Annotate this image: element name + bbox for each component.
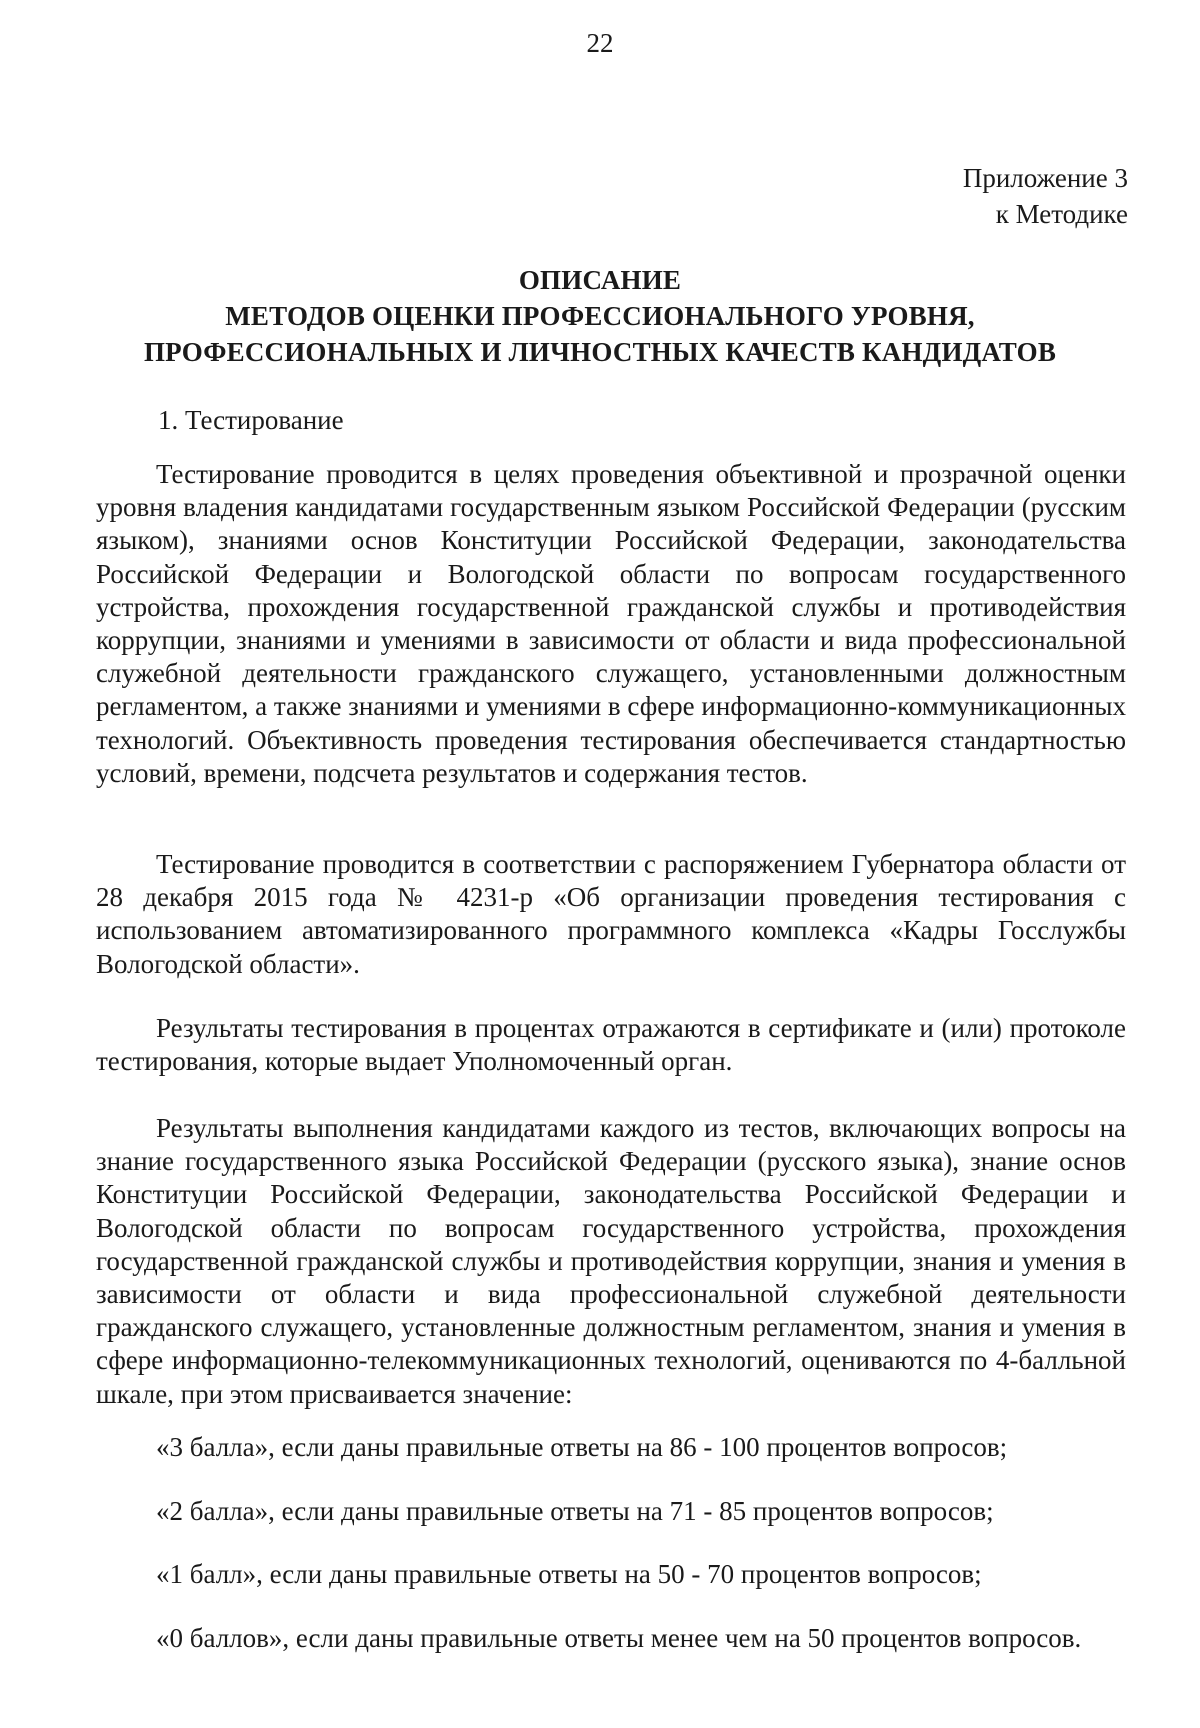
title-line: ОПИСАНИЕ (518, 265, 682, 295)
paragraph: Тестирование проводится в соответствии с распоряжением Губернатора области от 28 декабря 2015 года № 4231-р «Об организации проведения тестирования с использованием автоматизированного программного комплекса «Кадры Госслужбы Вологодской области». (96, 849, 1126, 979)
appendix-line: к Методике (995, 199, 1128, 229)
paragraph: Тестирование проводится в целях проведения объективной и прозрачной оценки уровня владения кандидатами государственным языком Российской Федерации (русским языком), знаниями основ Конституции Российской Федерации, законодательства Российской Федерации и Вологодской области по вопросам государственного устройства, прохождения государственной гражданской службы и противодействия коррупции, знаниями и умениями в зависимости от области и вида профессиональной служебной деятельности гражданского служащего, установленными должностным регламентом, а также знаниями и умениями в сфере информационно-коммуникационных технологий. Объективность проведения тестирования обеспечивается стандартностью условий, времени, подсчета результатов и содержания тестов. (96, 459, 1127, 788)
appendix-line: Приложение 3 (962, 163, 1128, 193)
page-number: 22 (586, 28, 614, 58)
appendix-reference (963, 160, 1128, 232)
section-heading: 1. Тестирование (158, 405, 344, 435)
paragraph: Результаты выполнения кандидатами каждого из тестов, включающих вопросы на знание государственного языка Российской Федерации (русского языка), знание основ Конституции Российской Федерации, законодательства Российской Федерации и Вологодской области по вопросам государственного устройства, прохождения государственной гражданской службы и противодействия коррупции, знания и умения в зависимости от области и вида профессиональной служебной деятельности гражданского служащего, установленные должностным регламентом, знания и умения в сфере информационно-телекоммуникационных технологий, оцениваются по 4-балльной шкале, при этом присваивается значение: (96, 1113, 1126, 1409)
grade-item: «2 балла», если даны правильные ответы на 71 - 85 процентов вопросов; (156, 1496, 994, 1526)
grade-item: «1 балл», если даны правильные ответы на 50 - 70 процентов вопросов; (156, 1559, 982, 1589)
paragraph: Результаты тестирования в процентах отражаются в сертификате и (или) протоколе тестирования, которые выдает Уполномоченный орган. (96, 1013, 1126, 1077)
document-title (60, 262, 1140, 370)
grade-item: «0 баллов», если даны правильные ответы менее чем на 50 процентов вопросов. (156, 1623, 1082, 1653)
title-line: МЕТОДОВ ОЦЕНКИ ПРОФЕССИОНАЛЬНОГО УРОВНЯ, (225, 301, 975, 331)
title-line: ПРОФЕССИОНАЛЬНЫХ И ЛИЧНОСТНЫХ КАЧЕСТВ КАНДИДАТОВ (143, 337, 1057, 367)
grade-item: «3 балла», если даны правильные ответы на 86 - 100 процентов вопросов; (156, 1432, 1008, 1462)
